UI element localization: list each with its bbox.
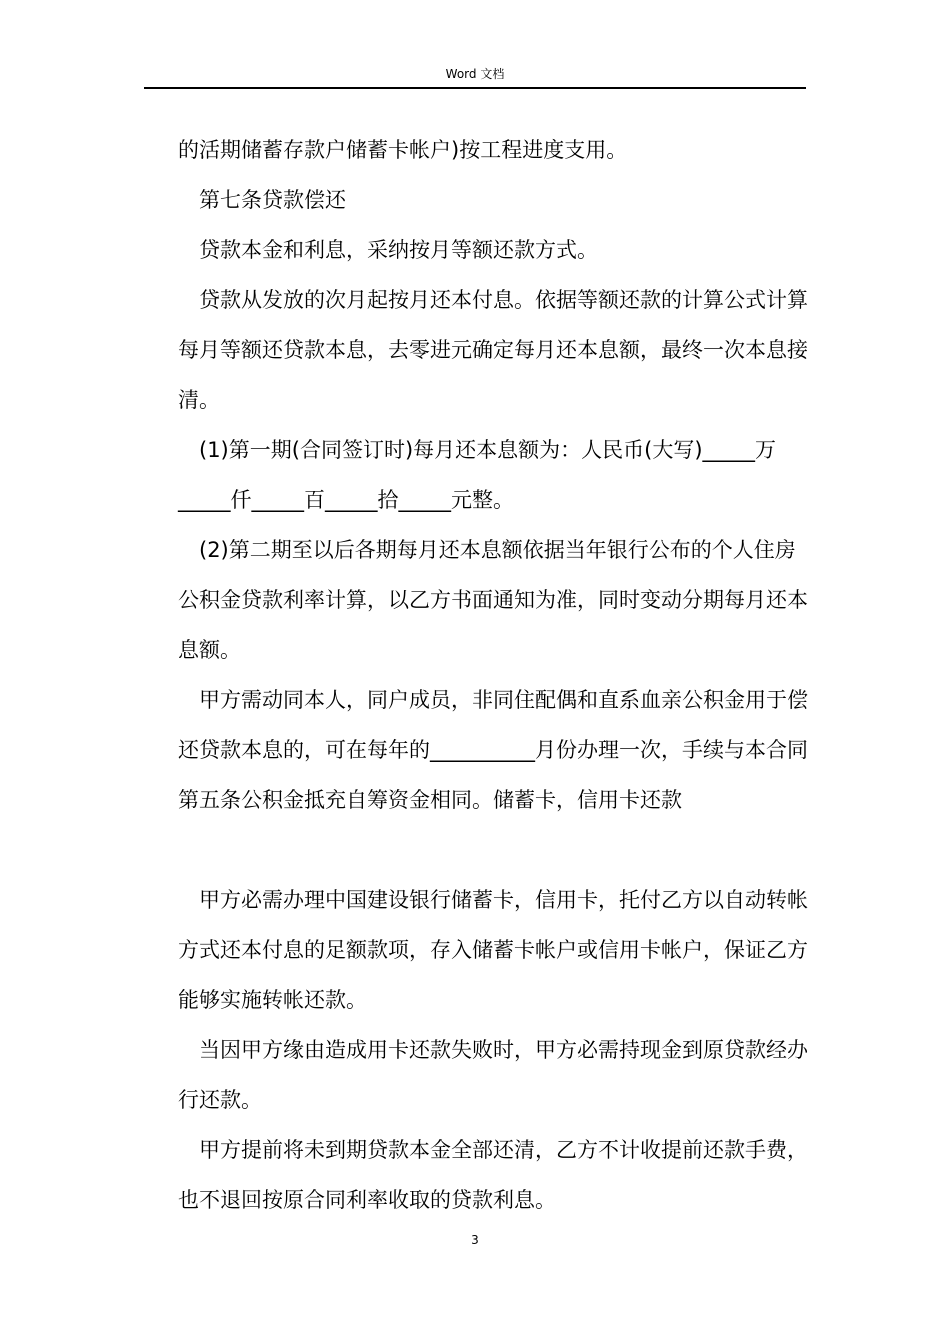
paragraph-provident-fund: 甲方需动同本人，同户成员，非同住配偶和直系血亲公积金用于偿还贷款本息的，可在每年的__________月份办理一次，手续与本合同第五条公积金抵充自筹资金相同。储蓄卡，信用卡还款 xyxy=(178,688,808,812)
paragraph-early-repayment: 甲方提前将未到期贷款本金全部还清，乙方不计收提前还款手费，也不退回按原合同利率收取的贷款利息。 xyxy=(178,1138,808,1212)
paragraph-first-period: (1)第一期(合同签订时)每月还本息额为：人民币(大写)_____万_____仟_____百_____拾_____元整。 xyxy=(178,438,777,512)
paragraph-card-failure: 当因甲方缘由造成用卡还款失败时，甲方必需持现金到原贷款经办行还款。 xyxy=(178,1038,808,1112)
section-heading-article-7: 第七条贷款偿还 xyxy=(199,188,346,212)
page-number: 3 xyxy=(471,1233,479,1247)
paragraph-second-period: (2)第二期至以后各期每月还本息额依据当年银行公布的个人住房公积金贷款利率计算，以乙方书面通知为准，同时变动分期每月还本息额。 xyxy=(178,538,808,662)
paragraph-card-requirement: 甲方必需办理中国建设银行储蓄卡，信用卡，托付乙方以自动转帐方式还本付息的足额款项，存入储蓄卡帐户或信用卡帐户，保证乙方能够实施转帐还款。 xyxy=(178,888,808,1012)
header-divider xyxy=(144,87,806,89)
document-body xyxy=(178,125,808,1225)
header-title: Word 文档 xyxy=(445,67,505,81)
paragraph-continuation: 的活期储蓄存款户储蓄卡帐户)按工程进度支用。 xyxy=(178,138,628,162)
page-footer xyxy=(0,1232,950,1248)
paragraph-repayment-schedule: 贷款从发放的次月起按月还本付息。依据等额还款的计算公式计算每月等额还贷款本息，去零进元确定每月还本息额，最终一次本息接清。 xyxy=(178,288,808,412)
paragraph-repayment-method: 贷款本金和利息，采纳按月等额还款方式。 xyxy=(199,238,598,262)
blank-line xyxy=(178,825,808,875)
page-header xyxy=(0,66,950,82)
